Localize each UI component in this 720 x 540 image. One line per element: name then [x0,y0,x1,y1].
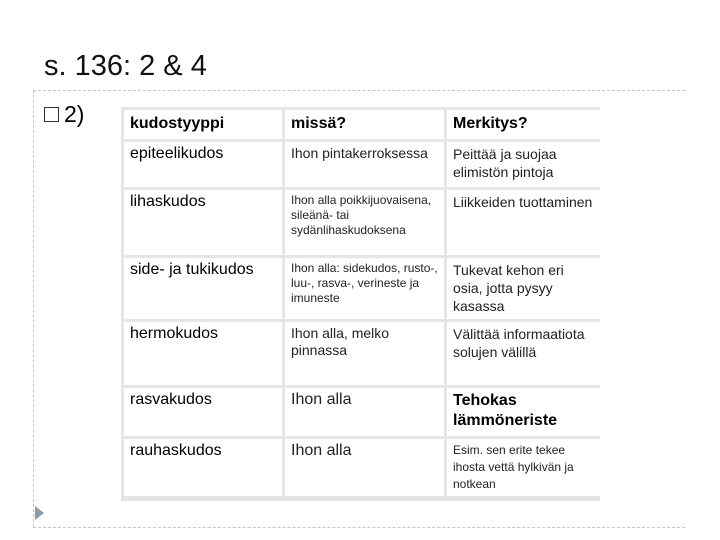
top-divider [33,90,685,91]
location-cell: Ihon alla [285,388,444,436]
play-arrow-icon[interactable] [35,506,44,520]
significance-cell: Liikkeiden tuottaminen [447,190,603,255]
significance-cell: Välittää informaatiota solujen välillä [447,322,603,385]
tissue-type-cell: hermokudos [124,322,282,385]
location-cell: Ihon alla [285,439,444,496]
tissue-type-cell: side- ja tukikudos [124,258,282,319]
bullet-item [44,101,84,128]
significance-cell: Tehokas lämmöneriste [447,388,603,436]
left-divider [33,90,34,527]
significance-cell: Peittää ja suojaa elimistön pintoja [447,142,603,187]
tissue-type-cell: rasvakudos [124,388,282,436]
location-cell: Ihon pintakerroksessa [285,142,444,187]
bullet-label: 2) [64,101,85,127]
table-header-cell: Merkitys? [447,110,603,139]
significance-cell: Esim. sen erite tekee ihosta vettä hylkivän ja notkean [447,439,603,496]
tissue-type-cell: epiteelikudos [124,142,282,187]
bottom-divider [33,527,685,528]
tissue-type-cell: lihaskudos [124,190,282,255]
slide-title: s. 136: 2 & 4 [44,50,207,82]
table-header-cell: kudostyyppi [124,110,282,139]
square-bullet-icon [44,107,59,122]
tissue-type-cell: rauhaskudos [124,439,282,496]
location-cell: Ihon alla: sidekudos, rusto-, luu-, rasva-, verineste ja imuneste [285,258,444,319]
significance-cell: Tukevat kehon eri osia, jotta pysyy kasassa [447,258,603,319]
table-header-cell: missä? [285,110,444,139]
tissue-table [121,107,600,501]
location-cell: Ihon alla poikkijuovaisena, sileänä- tai sydänlihaskudoksena [285,190,444,255]
location-cell: Ihon alla, melko pinnassa [285,322,444,385]
